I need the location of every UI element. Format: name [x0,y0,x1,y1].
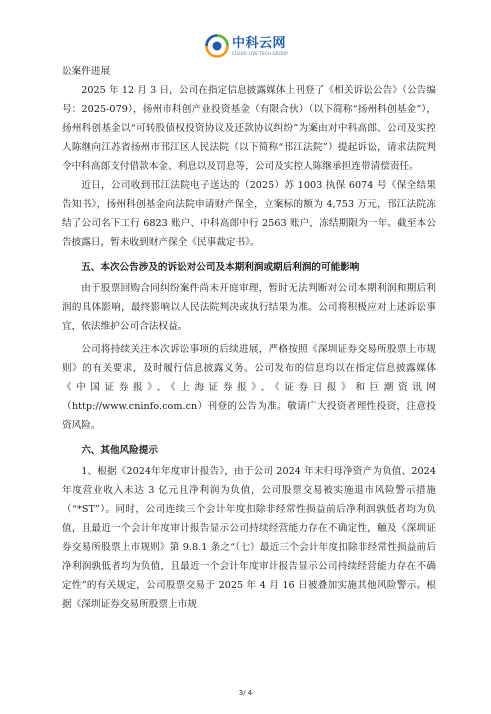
page-number: 3/ 4 [238,689,253,697]
paragraph-asset-preservation: 近日，公司收到邗江法院电子送达的（2025）苏 1003 执保 6074 号《保全结果告知书》，扬州科创基金向法院申请财产保全，立案标的额为 4,753 万元，邗江法院冻结了公司名下工行 6823 账户、中科高郎中行 2563 账户，冻结期限为一年。截至本公告披露日，暂未收到财产保全《民事裁定书》。 [62,180,436,248]
paragraph-risk-warning: 1、根据《2024年年度审计报告》，由于公司 2024 年末归母净资产为负值、2024 年度营业收入未达 3 亿元且净利润为负值，公司股票交易被实施退市风险警示措施（“*ST”）。同时，公司连续三个会计年度扣除非经常性损益前后净利润孰低者均为负值，且最近一个会计年度审计报告显示公司持续经营能力存在不确定性，触及《深圳证券交易所股票上市规则》第 9.8.1 条之“（七）最近三个会计年度扣除非经常性损益前后净利润孰低者均为负值，且最近一个会计年度审计报告显示公司持续经营能力存在不确定性”的有关规定，公司股票交易于 2025 年 4 月 16 日被叠加实施其他风险警示。根据《深圳证券交易所股票上市规 [62,466,436,610]
paragraph-disclosure: 公司将持续关注本次诉讼事项的后续进展，严格按照《深圳证券交易所股票上市规则》的有关要求，及时履行信息披露义务。公司发布的信息均以在指定信息披露媒体《中国证券报》、《上海证券报》、《证券日报》和巨潮资讯网（http://www.cninfo.com.cn）刊登的公告为准。敬请广大投资者理性投资，注意投资风险。 [62,344,436,431]
company-logo [205,34,288,58]
paragraph-impact: 由于股票回购合同纠纷案件尚未开庭审理，暂时无法判断对公司本期利润和期后利润的具体影响，最终影响以人民法院判决或执行结果为准。公司将积极应对上述诉讼事宜，依法维护公司合法权益。 [62,283,436,332]
section-heading-impact: 五、本次公告涉及的诉讼对公司及本期利润或期后利润的可能影响 [81,262,360,273]
logo-english-name: CLOUD LIVE TECH GROUP [232,50,288,56]
logo-chinese-name: 中科云网 [232,35,287,51]
paragraph-lawsuit-announcement: 2025 年 12 月 3 日，公司在指定信息披露媒体上刊登了《相关诉讼公告》（公告编号：2025-079），扬州市科创产业投资基金（有限合伙）（以下简称“扬州科创基金”），扬州科创基金以“可转股债权投资协议及还款协议纠纷”为案由对中科高郎、公司及实控人陈继向江苏省扬州市邗江区人民法院（以下简称“邗江法院”）提起诉讼，请求法院判令中科高郎支付借款本金、利息以及罚息等，公司及实控人陈继承担连带清偿责任。 [62,85,436,172]
section-heading-risk: 六、其他风险提示 [81,445,158,456]
section-continuation-text: 讼案件进展 [62,66,111,77]
logo-emblem-icon [205,34,229,58]
document-body [62,62,436,614]
